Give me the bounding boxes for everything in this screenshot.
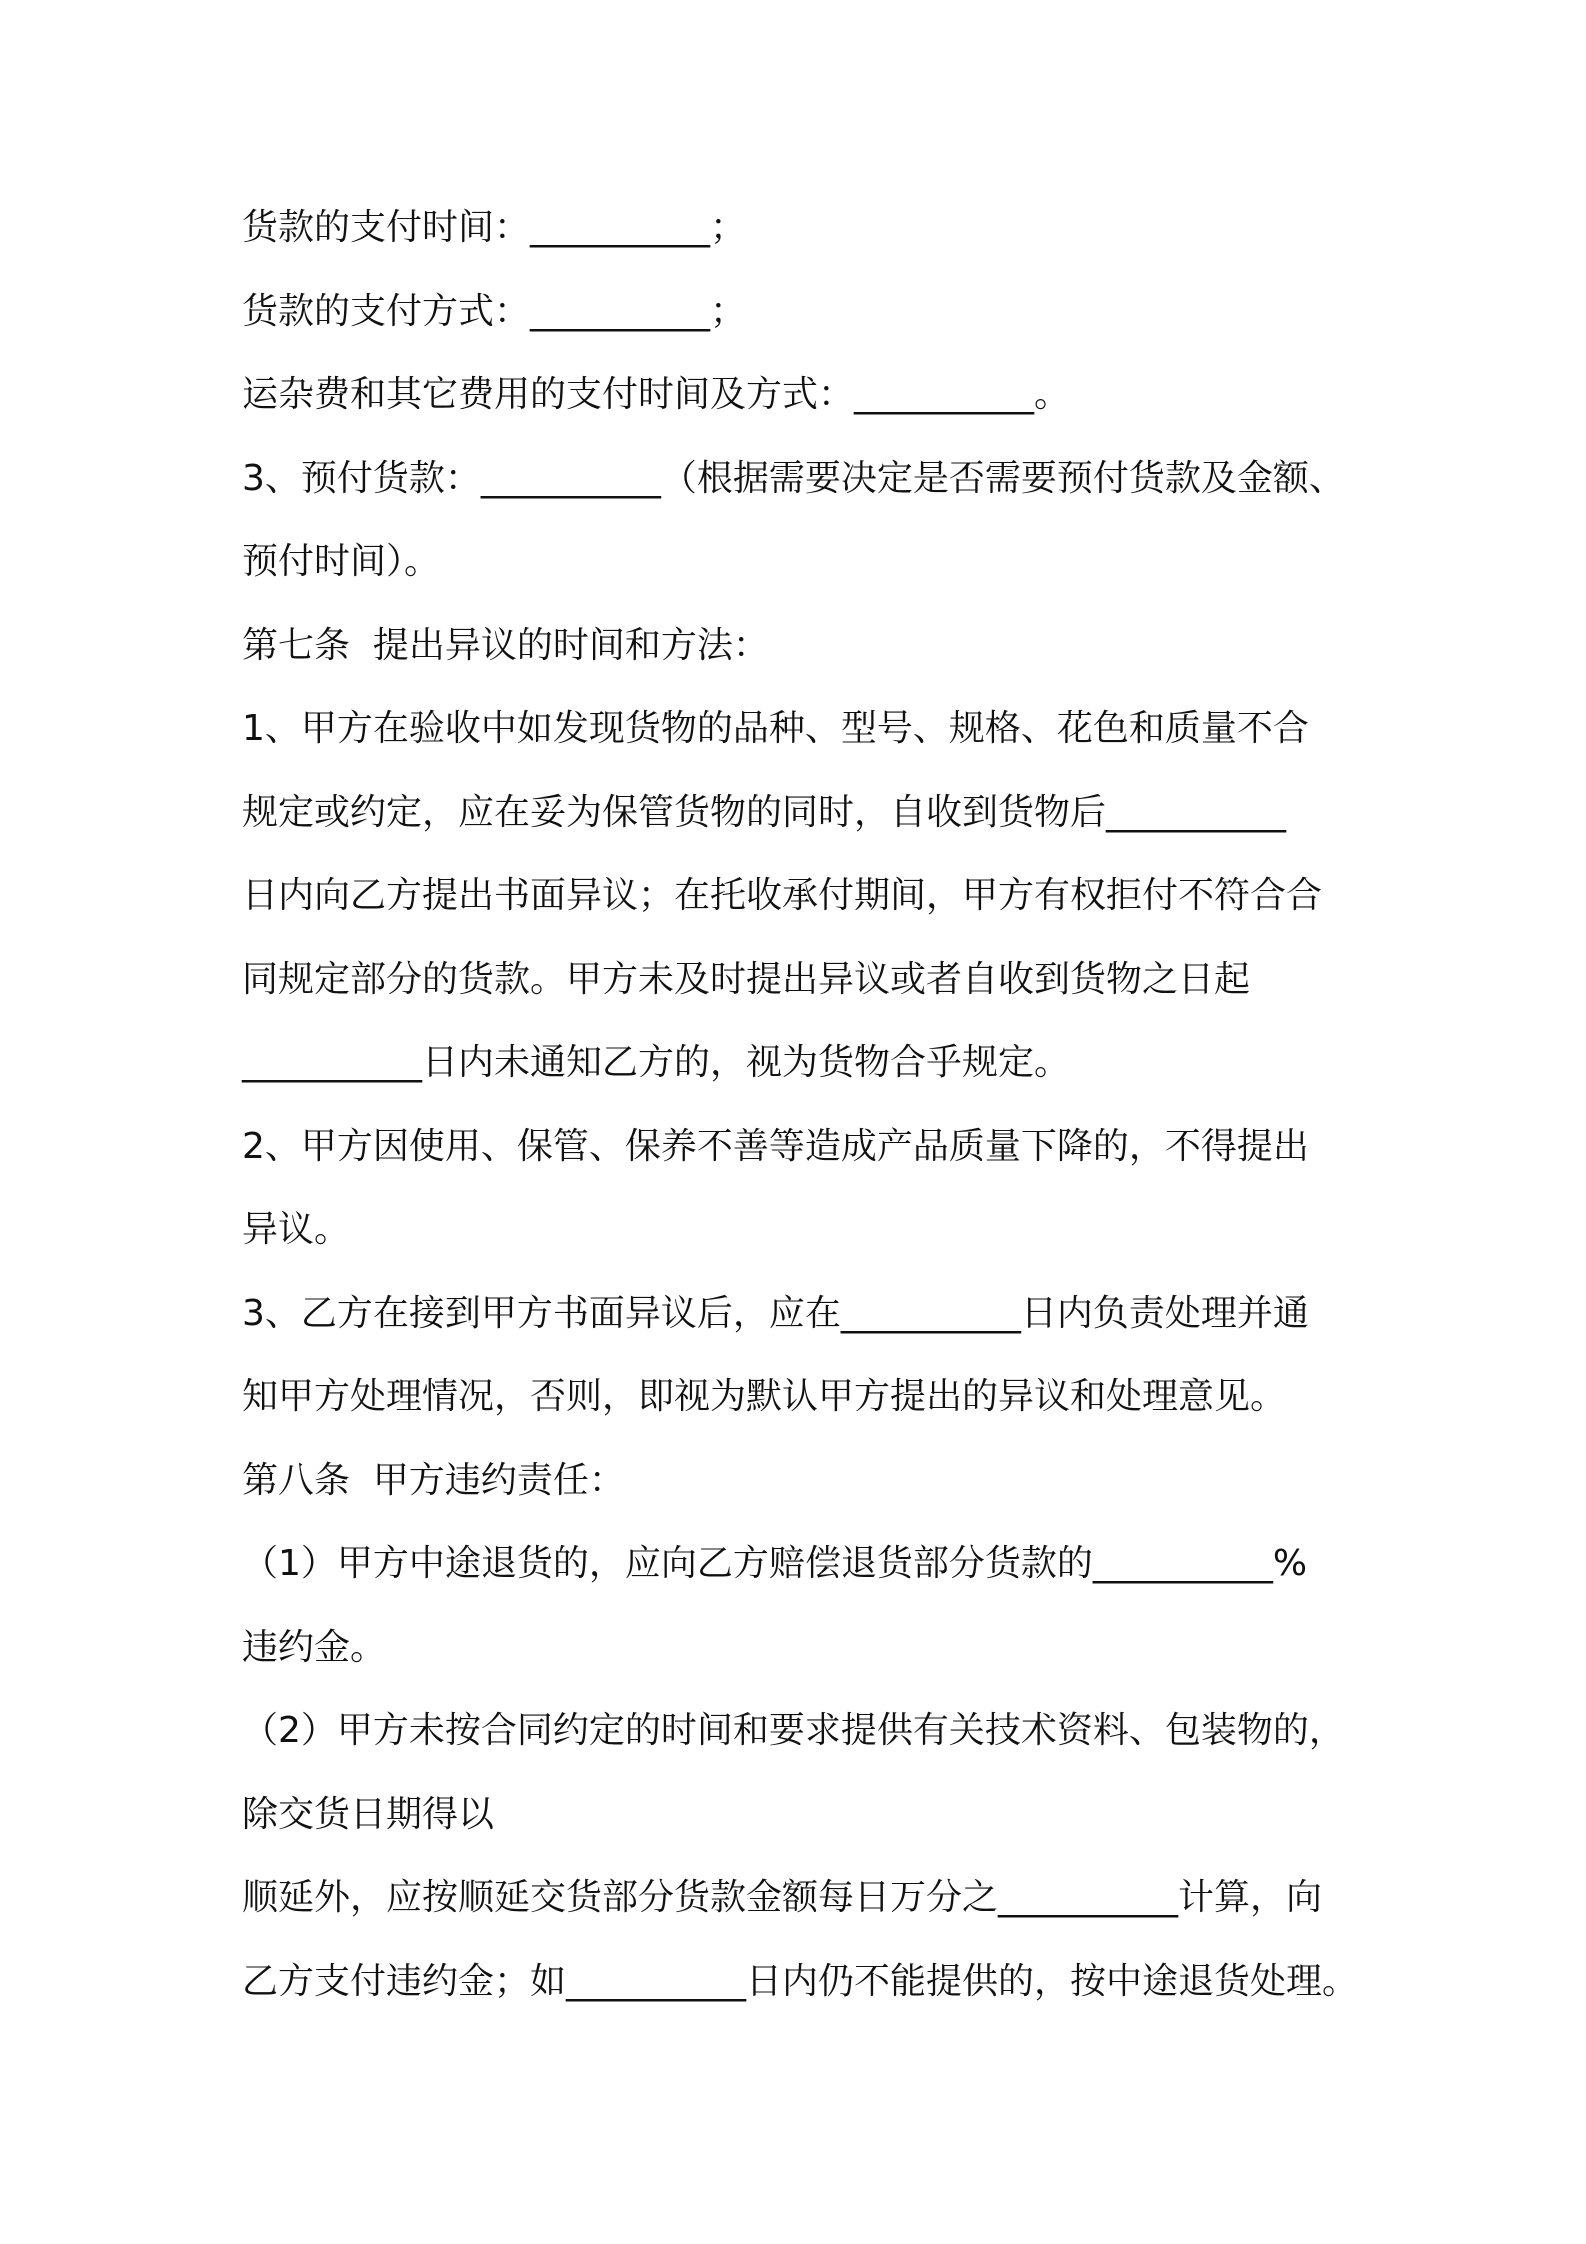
article-eight-item-2-line-4: 乙方支付违约金；如__________日内仍不能提供的，按中途退货处理。: [242, 1961, 1359, 2002]
article-seven-clause-3-line-1: 3、乙方在接到甲方书面异议后，应在__________日内负责处理并通: [242, 1293, 1309, 1334]
freight-payment-line: 运杂费和其它费用的支付时间及方式：__________。: [242, 374, 1071, 415]
prepayment-continued-line: 预付时间）。: [242, 541, 441, 582]
article-seven-clause-3-line-2: 知甲方处理情况，否则，即视为默认甲方提出的异议和处理意见。: [242, 1376, 1287, 1417]
article-seven-clause-2-line-1: 2、甲方因使用、保管、保养不善等造成产品质量下降的，不得提出: [242, 1126, 1309, 1167]
article-eight-heading: 第八条 甲方违约责任：: [242, 1460, 625, 1501]
article-seven-clause-1-line-1: 1、甲方在验收中如发现货物的品种、型号、规格、花色和质量不合: [242, 708, 1309, 749]
prepayment-line: 3、预付货款：__________（根据需要决定是否需要预付货款及金额、: [242, 458, 1345, 499]
article-eight-item-2-line-1: （2）甲方未按合同约定的时间和要求提供有关技术资料、包装物的，: [242, 1710, 1345, 1751]
article-eight-item-1-line-2: 违约金。: [242, 1627, 387, 1668]
article-seven-clause-1-line-3: 日内向乙方提出书面异议；在托收承付期间，甲方有权拒付不符合合: [242, 875, 1323, 916]
article-eight-item-2-line-2: 除交货日期得以: [242, 1794, 495, 1835]
article-seven-heading: 第七条 提出异议的时间和方法：: [242, 625, 769, 666]
article-seven-clause-1-line-2: 规定或约定，应在妥为保管货物的同时，自收到货物后__________: [242, 792, 1287, 833]
article-seven-clause-1-line-5: __________日内未通知乙方的，视为货物合乎规定。: [242, 1042, 1071, 1083]
payment-time-line: 货款的支付时间：__________；: [242, 207, 747, 248]
article-eight-item-2-line-3: 顺延外，应按顺延交货部分货款金额每日万分之__________计算，向: [242, 1877, 1323, 1918]
payment-method-line: 货款的支付方式：__________；: [242, 291, 747, 332]
article-seven-clause-2-line-2: 异议。: [242, 1209, 351, 1250]
article-eight-item-1-line-1: （1）甲方中途退货的，应向乙方赔偿退货部分货款的__________%: [242, 1543, 1308, 1584]
article-seven-clause-1-line-4: 同规定部分的货款。甲方未及时提出异议或者自收到货物之日起: [242, 959, 1251, 1000]
